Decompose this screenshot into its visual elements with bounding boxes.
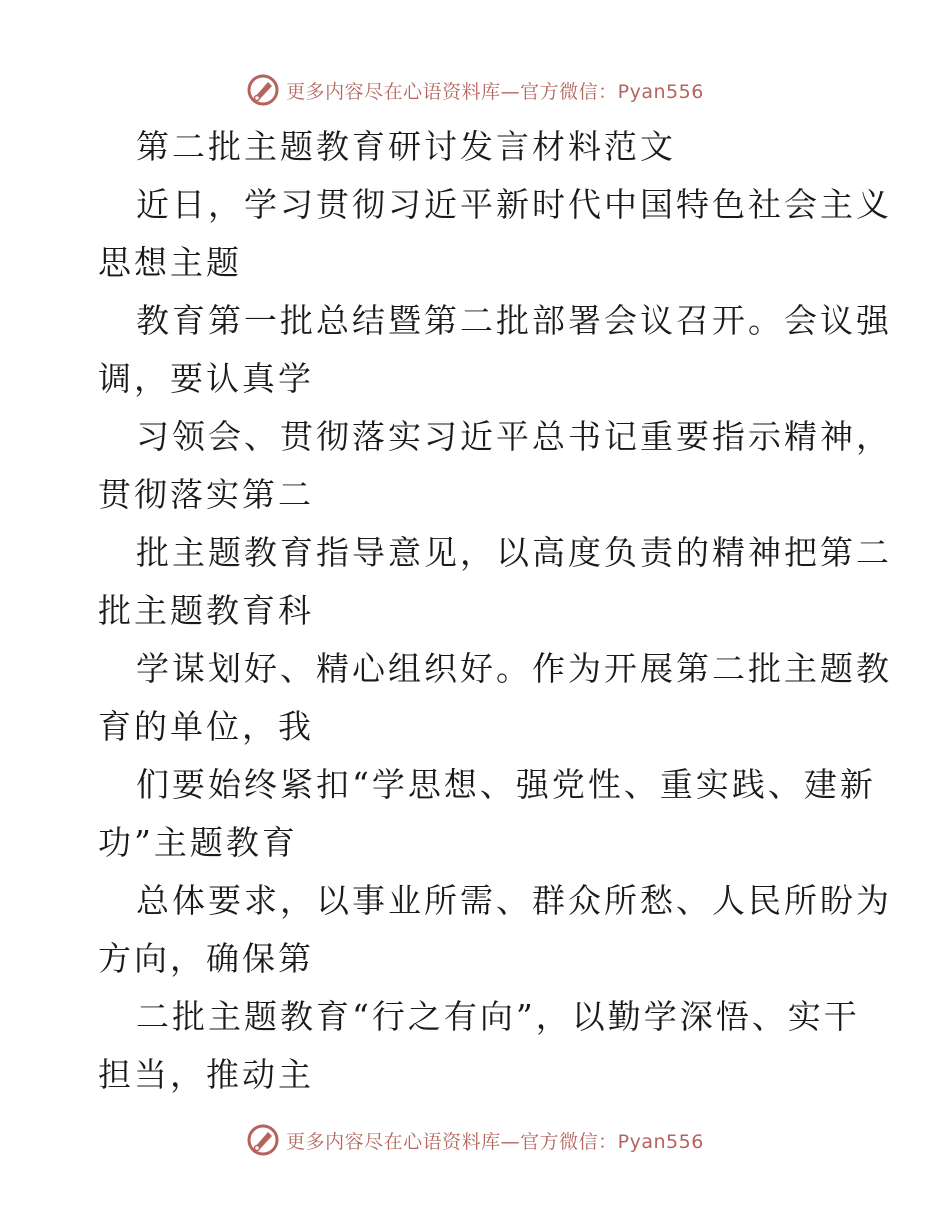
document-title: 第二批主题教育研讨发言材料范文 [136, 127, 676, 166]
text-line: 担当，推动主 [98, 1055, 314, 1094]
watermark-text: 更多内容尽在心语资料库—官方微信：Pyan556 [286, 80, 704, 103]
text-line: 二批主题教育“行之有向”，以勤学深悟、实干 [136, 997, 860, 1036]
text-line: 贯彻落实第二 [98, 475, 314, 514]
text-line: 思想主题 [98, 243, 242, 282]
text-line: 方向，确保第 [98, 939, 314, 978]
text-line: 近日，学习贯彻习近平新时代中国特色社会主义 [136, 185, 892, 224]
text-line: 学谋划好、精心组织好。作为开展第二批主题教 [136, 649, 892, 688]
watermark-text: 更多内容尽在心语资料库—官方微信：Pyan556 [286, 1130, 704, 1153]
text-line: 调，要认真学 [98, 359, 314, 398]
text-line: 批主题教育指导意见，以高度负责的精神把第二 [136, 533, 892, 572]
pen-seal-icon [246, 73, 280, 107]
text-line: 批主题教育科 [98, 591, 314, 630]
text-line: 总体要求，以事业所需、群众所愁、人民所盼为 [136, 881, 892, 920]
pen-seal-icon [246, 1123, 280, 1157]
text-line: 功”主题教育 [98, 823, 298, 862]
footer-watermark [0, 1120, 950, 1160]
text-line: 们要始终紧扣“学思想、强党性、重实践、建新 [136, 765, 876, 804]
text-line: 育的单位，我 [98, 707, 314, 746]
text-line: 习领会、贯彻落实习近平总书记重要指示精神， [136, 417, 892, 456]
document-body [98, 118, 892, 1104]
text-line: 教育第一批总结暨第二批部署会议召开。会议强 [136, 301, 892, 340]
header-watermark [0, 70, 950, 110]
